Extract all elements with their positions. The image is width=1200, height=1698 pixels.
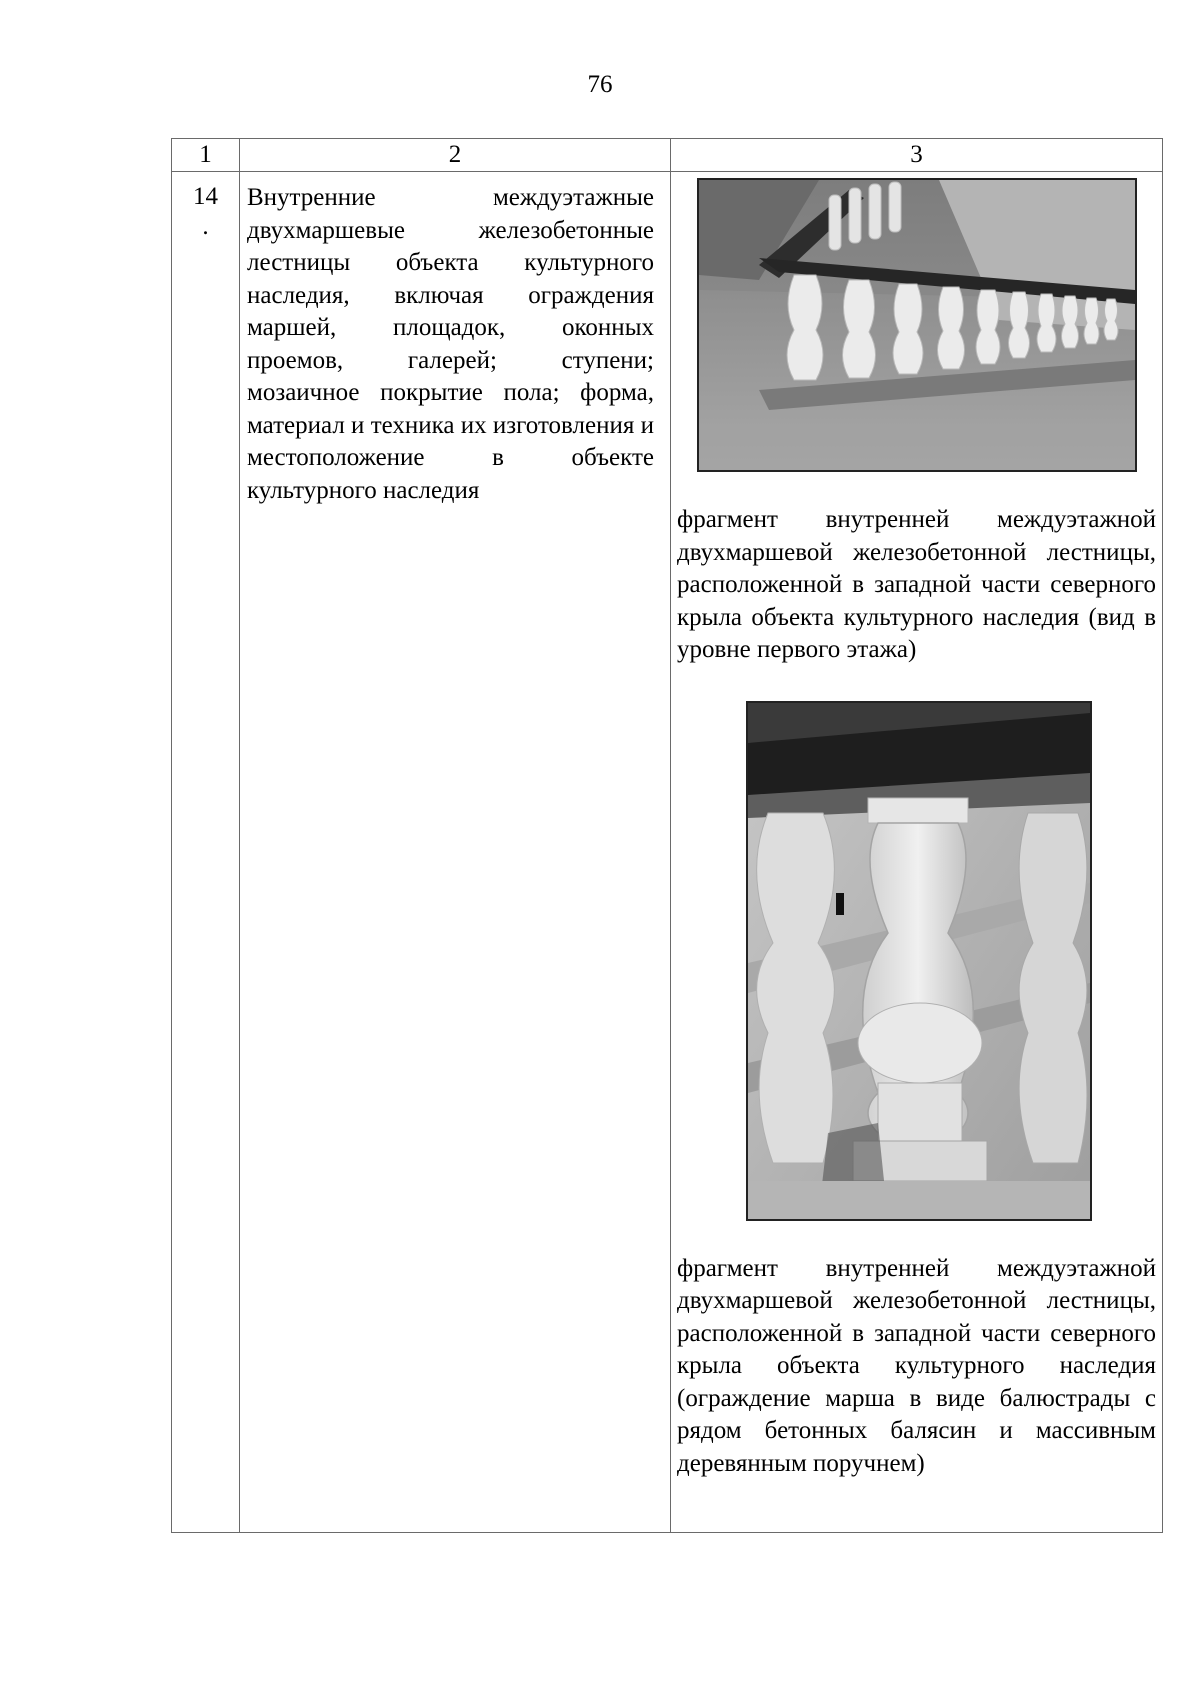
column-header-1: 1	[172, 139, 240, 172]
column-header-3: 3	[671, 139, 1163, 172]
table-row	[172, 172, 1163, 1533]
page-number: 76	[587, 71, 613, 98]
staircase-photo-1	[697, 178, 1137, 472]
photo-1-caption: фрагмент внутренней междуэтажной двухмаршевой железобетонной лестницы, расположенной в западной части северного крыла объекта культурного наследия (вид в уровне первого этажа)	[677, 506, 1156, 663]
row-number-cell	[172, 172, 240, 1533]
column-header-2: 2	[240, 139, 671, 172]
photo-2-caption: фрагмент внутренней междуэтажной двухмаршевой железобетонной лестницы, расположенной в западной части северного крыла объекта культурного наследия (ограждение марша в виде балюстрады с рядом бетонных балясин и массивным деревянным поручнем)	[677, 1254, 1156, 1477]
staircase-photo-2	[746, 701, 1092, 1221]
row-number: 14	[193, 183, 218, 210]
row-images-cell	[671, 172, 1163, 1533]
row-description: Внутренние междуэтажные двухмаршевые железобетонные лестницы объекта культурного наследия, включая ограждения маршей, площадок, оконных проемов, галерей; ступени; мозаичное покрытие пола; форма, материал и техника их изготовления и местоположение в объекте культурного наследия	[240, 172, 671, 1533]
heritage-elements-table	[171, 138, 1163, 1533]
row-number-dot: .	[202, 213, 209, 240]
table-header-row	[172, 139, 1163, 172]
